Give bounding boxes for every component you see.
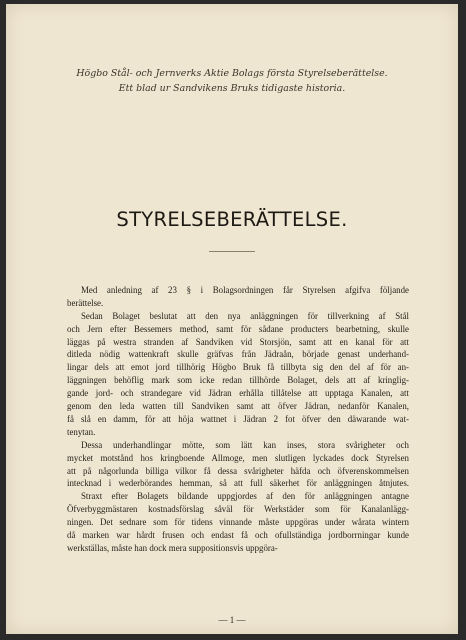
header-line-2: Ett blad ur Sandvikens Bruks tidigaste historia. (118, 83, 346, 94)
body-line: intecknad i wederbörandes hemman, så att full säkerhet för anläggningen åtnjutes. (67, 478, 409, 489)
body-line: lingar dels att emot jord tillhörig Högbo Bruk få tillbyta sig den del af för an- (67, 362, 409, 373)
body-line: genom den leda watten till Sandviken samt att öfver Jädran, nedanför Kanalen, (67, 401, 409, 412)
body-line: gande jord- och strandegare vid Jädran erhålla tillåtelse att upptaga Kanalen, att (67, 388, 409, 399)
page-title: STYRELSEBERÄTTELSE. (116, 208, 348, 231)
document-page (6, 4, 458, 634)
body-line: ningen. Det sednare som för tidens vinnande måste uppgöras under wårata wintern (67, 517, 409, 528)
page-header (46, 66, 418, 96)
title-divider (209, 251, 255, 252)
page-number: — 1 — (218, 615, 246, 625)
body-line: Med anledning af 23 § i Bolagsordningen får Styrelsen afgifva följande (81, 285, 409, 295)
body-line: då marken war hårdt frusen och endast få och ofullständiga jordborrningar kunde (67, 529, 409, 540)
body-text (67, 284, 409, 555)
body-line: och Jern efter Bessemers method, samt för sådane producters bearbetning, skulle (67, 323, 409, 334)
body-line: berättelse. (67, 297, 104, 308)
body-line: tenytan. (67, 426, 96, 437)
body-line: läggas på westra stranden af Sandviken vid Storsjön, samt att en kanal för att (67, 336, 409, 347)
header-line-1: Högbo Stål- och Jernverks Aktie Bolags första Styrelseberättelse. (76, 68, 388, 79)
body-line: ditleda nödig wattenkraft skulle gräfvas från Jädraån, började genast underhand- (67, 349, 409, 360)
body-line: Sedan Bolaget beslutat att den nya anläggningen för tillverkning af Stål (81, 310, 409, 321)
body-line: werkställas, måste han dock mera suppositionsvis uppgöra- (67, 542, 278, 553)
body-line: få slå en damm, för att höja wattnet i Jädran 2 fot öfver den däwarande wat- (67, 413, 409, 424)
body-line: Dessa underhandlingar mötte, som lätt kan inses, stora svårigheter och (81, 439, 409, 450)
body-line: mycket motstånd hos kringboende Allmoge, men slutligen lyckades dock Styrelsen (67, 452, 409, 463)
body-line: att på någorlunda billiga vilkor få dessa svårigheter häfda och öfverenskommelsen (67, 465, 409, 476)
body-line: Straxt efter Bolagets bildande uppgjordes af den för anläggningen antagne (81, 491, 409, 502)
body-line: Öfverbyggmästaren kostnadsförslag såväl för Werkstäder som för Kanalanlägg- (67, 504, 409, 515)
body-line: läggningen behöflig mark som icke redan tillhörde Bolaget, dels att af kringlig- (67, 375, 409, 386)
